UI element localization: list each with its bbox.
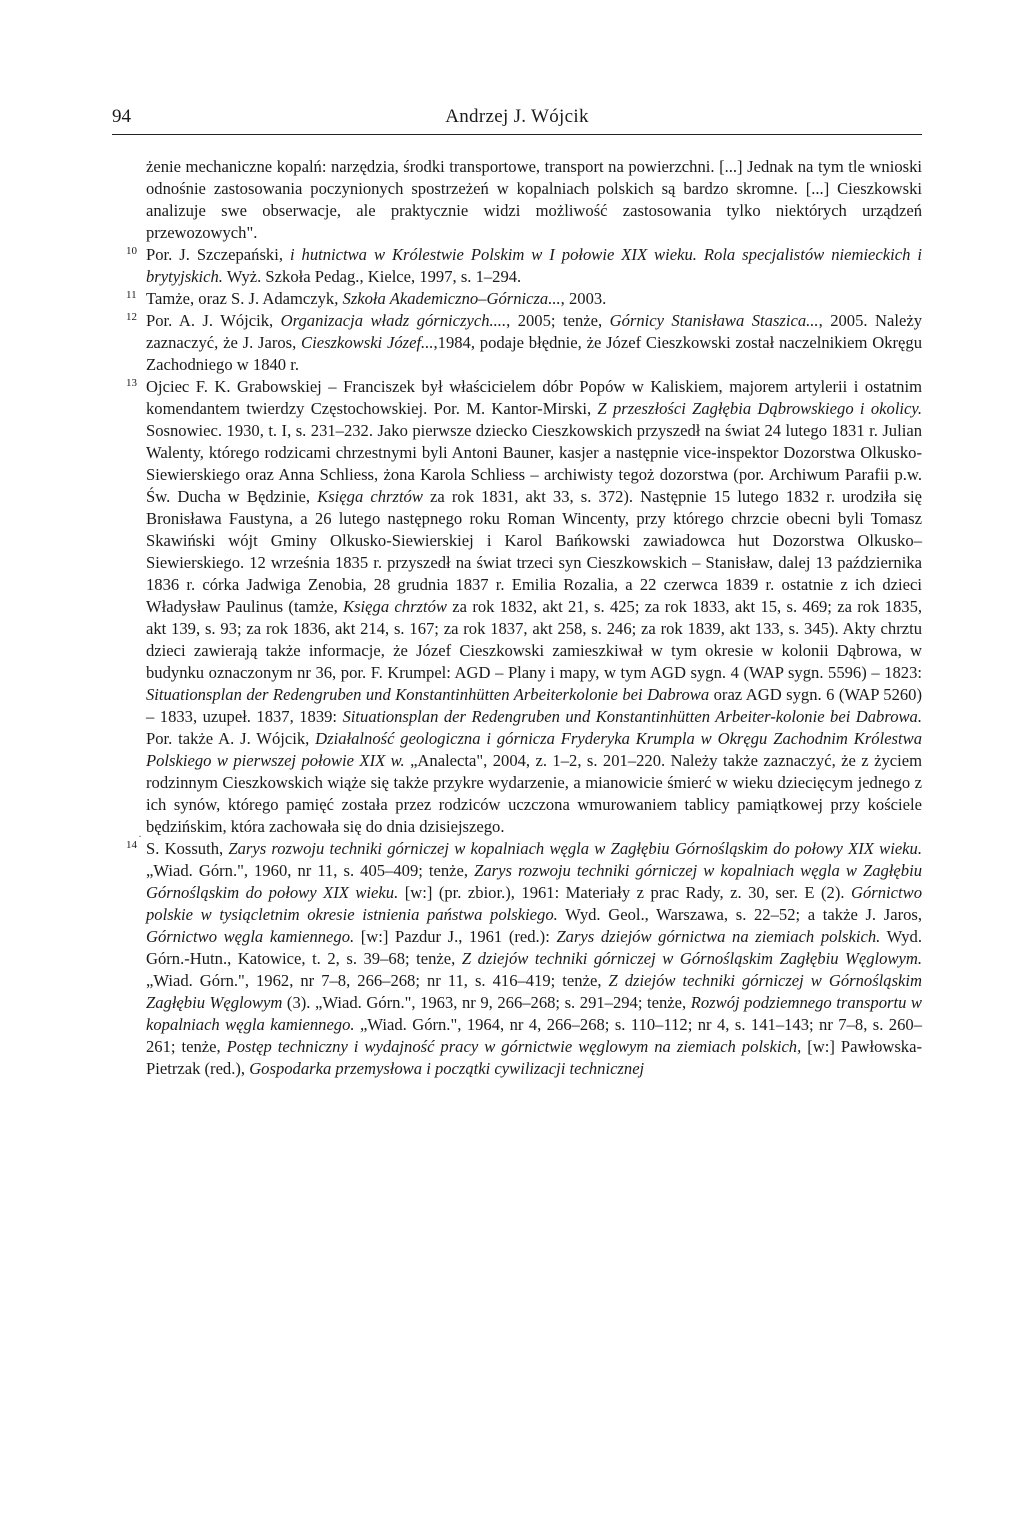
footnote-title-italic: Zarys rozwoju techniki górniczej w kopalniach węgla w Zagłębiu Górnośląskim do połowy XIX wieku. (146, 861, 922, 902)
footnote-text: Por. także A. J. Wójcik, (146, 729, 316, 748)
footnote-13 (126, 376, 923, 838)
footnote-text: [w:] (pr. zbior.), 1961: Materiały z prac Rady, z. 30, ser. E (2). (398, 883, 852, 902)
footnote-text: (3). „Wiad. Górn.", 1963, nr 9, 266–268; s. 291–294; tenże, (282, 993, 691, 1012)
footnote-title-italic: Z dziejów techniki górniczej w Górnośląskim Zagłębiu Węglowym (146, 971, 922, 1012)
running-head: Andrzej J. Wójcik (445, 106, 589, 127)
footnote-14 (126, 838, 923, 1080)
footnote-text: [w:] Pazdur J., 1961 (red.): (354, 927, 557, 946)
footnote-text: [w:] Pawłowska-Pietrzak (red.), (146, 1037, 922, 1078)
footnote-text: Wyż. Szkoła Pedag., Kielce, 1997, s. 1–294. (222, 267, 522, 286)
footnote-number: 11 (126, 289, 137, 301)
stray-mark: · (138, 829, 142, 843)
footnote-text: S. Kossuth, (146, 839, 229, 858)
footnote-text: ,1984, podaje błędnie, że Józef Cieszkowski został naczelnikiem Okręgu Zachodniego w 1840 r. (146, 333, 922, 374)
footnote-text: „Wiad. Górn.", 1962, nr 7–8, 266–268; nr 11, s. 416–419; tenże, (146, 971, 609, 990)
footnote-text: Wyd. Górn.-Hutn., Katowice, t. 2, s. 39–68; tenże, (146, 927, 922, 968)
footnote-text: „Wiad. Górn.", 1960, nr 11, s. 405–409; tenże, (146, 861, 475, 880)
footnote-title-italic: Situationsplan der Redengruben und Konstantinhütten Arbeiter-kolonie bei Dabrowa. (342, 707, 922, 726)
footnote-text: za rok 1831, akt 33, s. 372). Następnie 15 lutego 1832 r. urodziła się Bronisława Faustyna, a 26 lutego następnego roku Roman Wincenty, przy którego chrzcie obecni byli Tomasz Skawiński wójt Gminy Olkusko-Siewierskiej i Karol Bańkowski zawiadowca hut Dozorstwa Olkusko–Siewierskiego. 12 września 1835 r. przyszedł na świat trzeci syn Cieszkowskich – Stanisław, dalej 13 października 1836 r. córka Jadwiga Zenobia, 28 grudnia 1837 r. Emilia Rozalia, a 22 czerwca 1839 r. ostatnie z ich dzieci Władysław Paulinus (tamże, (146, 487, 923, 616)
footnote-text: Wyd. Geol., Warszawa, s. 22–52; a także J. Jaros, (557, 905, 923, 924)
footnote-title-italic: Górnictwo polskie w tysiącletnim okresie istnienia państwa polskiego. (146, 883, 923, 924)
footnote-number: 14 (126, 839, 137, 851)
footnote-text: , 2005; tenże, (506, 311, 610, 330)
footnote-title-italic: Situationsplan der Redengruben und Konstantinhütten Arbeiterkolonie bei Dabrowa (146, 685, 710, 704)
footnotes-body (126, 156, 923, 1080)
page-header (112, 104, 922, 135)
footnote-title-italic: Górnictwo węgla kamiennego. (146, 927, 355, 946)
footnote-text: Por. J. Szczepański, (146, 245, 290, 264)
footnote-title-italic: Księga chrztów (343, 597, 447, 616)
footnote-11 (126, 288, 922, 310)
footnote-title-italic: Organizacja władz górniczych.... (280, 311, 507, 330)
footnote-title-italic: Z przeszłości Zagłębia Dąbrowskiego i okolicy. (597, 399, 923, 418)
footnote-title-italic: Gospodarka przemysłowa i początki cywilizacji technicznej (249, 1059, 645, 1078)
footnote-text: za rok 1832, akt 21, s. 425; za rok 1833, akt 15, s. 469; za rok 1835, akt 139, s. 93; za rok 1836, akt 214, s. 167; za rok 1837, akt 258, s. 246; za rok 1839, akt 133, s. 345). Akty chrztu dzieci zawierają także informacje, że Józef Cieszkowski zamieszkiwał w tym okresie w kolonii Dąbrowa, w budynku oznaczonym nr 36, por. F. Krumpel: AGD – Plany i mapy, w tym AGD sygn. 4 (WAP sygn. 5596) – 1823: (146, 597, 923, 682)
footnote-text: Sosnowiec. 1930, t. I, s. 231–232. Jako pierwsze dziecko Cieszkowskich przyszedł na świat 24 lutego 1831 r. Julian Walenty, którego rodzicami chrzestnymi byli Antoni Bauner, kasjer a następnie vice-inspektor Dozorstwa Olkusko-Siewierskiego oraz Anna Schliess, żona Karola Schliess – archiwisty tegoż dozorstwa (por. Archiwum Parafii p.w. Św. Ducha w Będzinie, (146, 421, 922, 506)
footnote-10 (126, 244, 923, 288)
footnote-title-italic: Rozwój podziemnego transportu w kopalniach węgla kamiennego. (146, 993, 922, 1034)
footnote-title-italic: Zarys dziejów górnictwa na ziemiach polskich. (556, 927, 881, 946)
footnote-title-italic: Szkoła Akademiczno–Górnicza... (342, 289, 561, 308)
footnote-title-italic: Górnicy Stanisława Staszica... (609, 311, 819, 330)
footnote-text: „Wiad. Górn.", 1964, nr 4, 266–268; s. 110–112; nr 4, s. 141–143; nr 7–8, s. 260–261; tenże, (146, 1015, 922, 1056)
footnote-text: , 2005. Należy zaznaczyć, że J. Jaros, (146, 311, 922, 352)
footnote-text: Tamże, oraz S. J. Adamczyk, (146, 289, 343, 308)
footnote-title-italic: Działalność geologiczna i górnicza Fryderyka Krumpla w Okręgu Zachodnim Królestwa Polskiego w pierwszej połowie XIX w. (146, 729, 922, 770)
footnote-text: Por. A. J. Wójcik, (146, 311, 281, 330)
footnote-number: 13 (126, 377, 137, 389)
footnote-text: oraz AGD sygn. 6 (WAP 5260) – 1833, uzupeł. 1837, 1839: (146, 685, 922, 726)
footnote-number: 10 (126, 245, 137, 257)
footnote-title-italic: Postęp techniczny i wydajność pracy w górnictwie węglowym na ziemiach polskich, (226, 1037, 802, 1056)
footnote-continuation: żenie mechaniczne kopalń: narzędzia, środki transportowe, transport na powierzchni. [...] Jednak na tym tle wnioski odnośnie zastosowania poczynionych spostrzeżeń w kopalniach polskich są bardzo skromne. [...] Cieszkowski analizuje swe obserwacje, ale praktycznie widzi możliwość zastosowania tylko niektórych urządzeń przewozowych". (146, 157, 922, 242)
footnote-title-italic: Cieszkowski Józef... (301, 333, 434, 352)
footnote-text: , 2003. (560, 289, 607, 308)
page-number: 94 (112, 106, 131, 127)
footnote-title-italic: Zarys rozwoju techniki górniczej w kopalniach węgla w Zagłębiu Górnośląskim do połowy XIX wieku. (228, 839, 922, 858)
footnote-number: 12 (126, 311, 137, 323)
footnote-title-italic: Księga chrztów (317, 487, 423, 506)
footnote-title-italic: i hutnictwa w Królestwie Polskim w I połowie XIX wieku. Rola specjalistów niemieckich i brytyjskich. (146, 245, 923, 286)
footnote-12 (126, 310, 922, 376)
footnote-text: „Analecta", 2004, z. 1–2, s. 201–220. Należy także zaznaczyć, że z życiem rodzinnym Cieszkowskich wiąże się także przykre wydarzenie, a mianowicie śmierć w wieku dziecięcym jednego z ich synów, którego pamięć została przez rodziców uczczona wmurowaniem tablicy pamiątkowej przy kościele będzińskim, która zachowała się do dnia dzisiejszego. (146, 751, 922, 836)
footnote-title-italic: Z dziejów techniki górniczej w Górnośląskim Zagłębiu Węglowym. (461, 949, 922, 968)
footnote-list (126, 244, 923, 1080)
footnote-text: Ojciec F. K. Grabowskiej – Franciszek był właścicielem dóbr Popów w Kaliskiem, majorem artylerii i ostatnim komendantem twierdzy Częstochowskiej. Por. M. Kantor-Mirski, (146, 377, 922, 418)
